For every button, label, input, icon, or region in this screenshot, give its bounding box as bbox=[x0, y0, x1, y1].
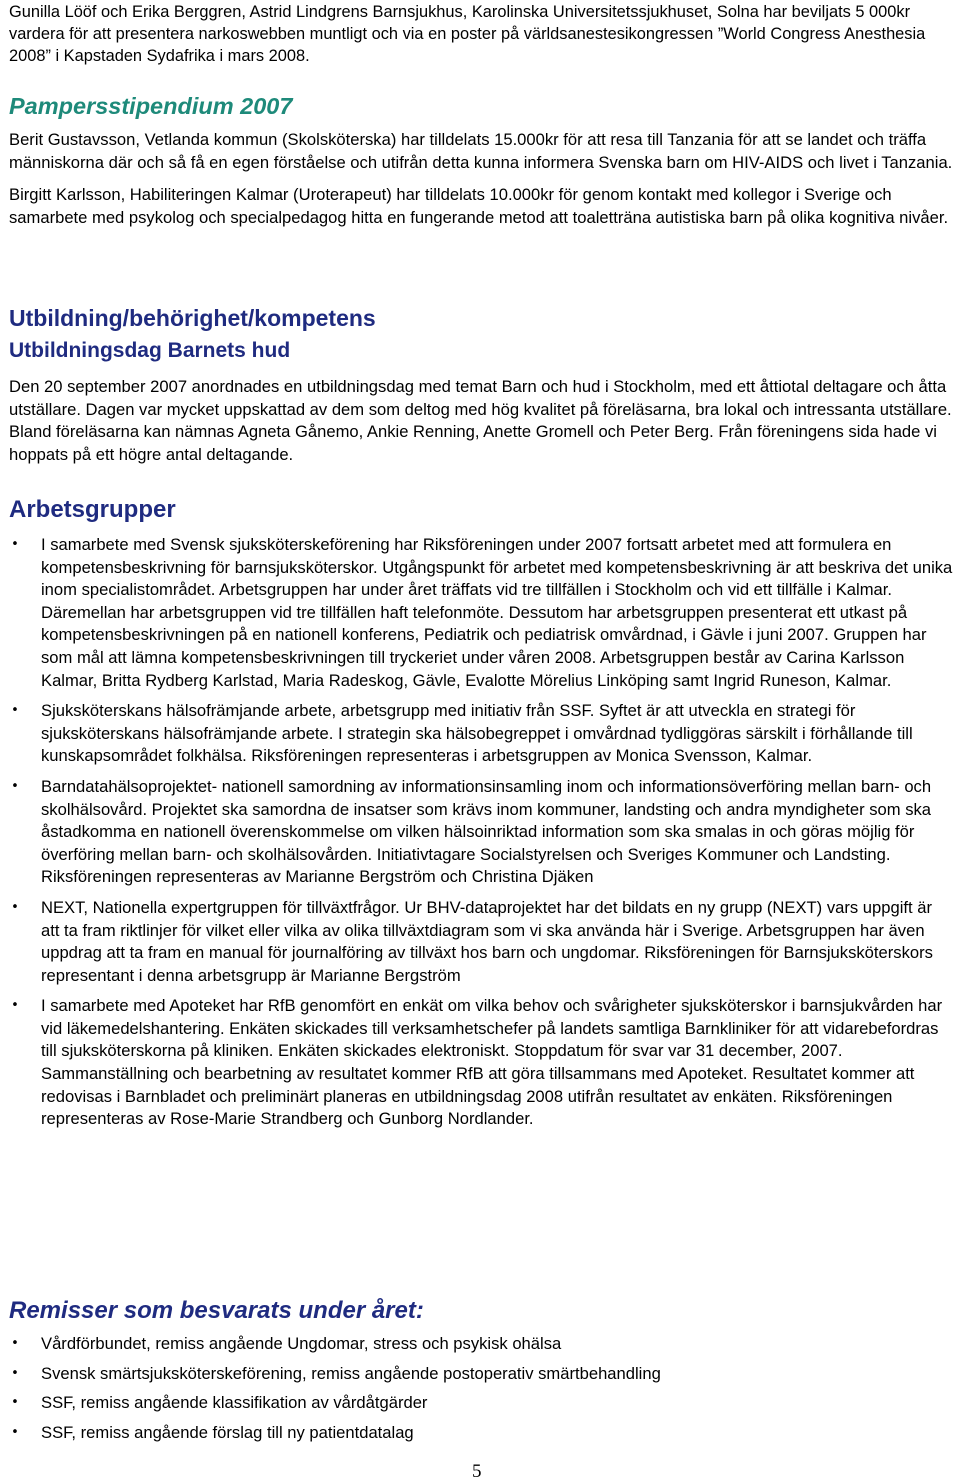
bullet-icon: • bbox=[11, 1424, 19, 1440]
utbildning-section bbox=[9, 303, 953, 466]
list-item-text: I samarbete med Svensk sjuksköterskeförening har Riksföreningen under 2007 fortsatt arbetet med att formulera en kompetensbeskrivning för barnsjuksköterskor. Utgångspunkt för arbetet med kompetensbeskrivning är att beskriva det unika inom specialistområdet. Arbetsgruppen har under året träffats vid tre tillfällen i Stockholm och vid ett tillfälle i Kalmar. Däremellan har arbetsgruppen vid tre tillfällen haft telefonmöte. Dessutom har arbetsgruppen presenterat ett utkast på kompetensbeskrivningen på en nationell konferens, Pediatrik och pediatrisk omvårdnad, i Gävle i juni 2007. Gruppen har som mål att lämna kompetensbeskrivningen till tryckeriet under våren 2008. Arbetsgruppen består av Carina Karlsson Kalmar, Britta Rydberg Karlstad, Maria Radeskog, Gävle, Evalotte Mörelius Linköping samt Ingrid Runeson, Kalmar. bbox=[41, 535, 953, 690]
list-item-text: Svensk smärtsjuksköterskeförening, remiss angående postoperativ smärtbehandling bbox=[41, 1363, 661, 1383]
remisser-section bbox=[9, 1296, 953, 1444]
list-item-text: NEXT, Nationella expertgruppen för tillväxtfrågor. Ur BHV-dataprojektet har det bildats en ny grupp (NEXT) vars uppgift är att ta fram riktlinjer för vilket eller vilka av olika tillväxtdiagram som vi ska använda här i Sverige. Arbetsgruppen har även uppdrag att ta fram en manual för journalföring av tillväxt hos barn och ungdomar. Riksföreningen för Barnsjuksköterskors representant i denna arbetsgrupp är Marianne Bergström bbox=[41, 897, 933, 985]
utbildning-paragraph: Den 20 september 2007 anordnades en utbildningsdag med temat Barn och hud i Stockholm, med ett åttiotal deltagare och åtta utställare. Dagen var mycket uppskattad av dem som deltog med hög kvalitet på föreläsarna, bra lokal och intressanta utställare. Bland föreläsarna kan nämnas Agneta Gånemo, Ankie Renning, Anette Gromell och Peter Berg. Från föreningens sida hade vi hoppats på ett högre antal deltagande. bbox=[9, 377, 952, 464]
list-item-text: Barndatahälsoprojektet- nationell samordning av informationsinsamling inom och informationsöverföring mellan barn- och skolhälsovård. Projektet ska samordna de insatser som krävs inom kommuner, landsting och andra myndigheter som ska åstadkomma en nationell överenskommelse om vilken hälsoinriktad information som ska smalas in och göras möjlig för överföring mellan barn- och skolhälsovården. Initiativtagare Socialstyrelsen och Sveriges Kommuner och Landsting. Riksföreningen representeras av Marianne Bergström och Christina Djäken bbox=[41, 776, 932, 887]
pampers-paragraph-1: Berit Gustavsson, Vetlanda kommun (Skolsköterska) har tilldelats 15.000kr för att resa till Tanzania för att se landet och träffa människorna där och så få en egen förståelse och utifrån detta kunna informera Svenska barn om HIV-AIDS och livet i Tanzania. bbox=[9, 130, 953, 172]
list-item-text: SSF, remiss angående klassifikation av vårdåtgärder bbox=[41, 1393, 428, 1413]
remisser-heading: Remisser som besvarats under året: bbox=[9, 1297, 424, 1324]
bullet-icon: • bbox=[11, 778, 19, 794]
pampers-heading: Pampersstipendium 2007 bbox=[9, 93, 293, 119]
page-number: 5 bbox=[472, 1461, 482, 1482]
list-item bbox=[9, 897, 953, 987]
bullet-icon: • bbox=[11, 998, 19, 1014]
remisser-list bbox=[9, 1333, 953, 1444]
pampers-paragraph-2: Birgitt Karlsson, Habiliteringen Kalmar (Uroterapeut) har tilldelats 10.000kr för genom kontakt med kollegor i Sverige och samarbete med psykolog och specialpedagog hitta en fungerande metod att toaletträna autistiska barn på olika kognitiva nivåer. bbox=[9, 185, 949, 227]
list-item-text: SSF, remiss angående förslag till ny patientdatalag bbox=[41, 1422, 414, 1442]
bullet-icon: • bbox=[11, 1395, 19, 1411]
intro-section bbox=[9, 1, 953, 68]
arbetsgrupper-list bbox=[9, 534, 953, 1131]
bullet-icon: • bbox=[11, 703, 19, 719]
bullet-icon: • bbox=[11, 1365, 19, 1381]
pampers-section bbox=[9, 91, 953, 229]
list-item bbox=[9, 534, 953, 692]
arbetsgrupper-heading: Arbetsgrupper bbox=[9, 496, 176, 523]
list-item bbox=[9, 1333, 953, 1356]
arbetsgrupper-section bbox=[9, 495, 953, 1131]
list-item-text: I samarbete med Apoteket har RfB genomfört en enkät om vilka behov och svårigheter sjuksköterskor i barnsjukvården har vid läkemedelshantering. Enkäten skickades till verksamhetschefer på landets samtliga Barnkliniker för att vidarebefordras till sjuksköterskorna på kliniken. Enkäten skickades elektroniskt. Stoppdatum för svar var 31 december, 2007. Sammanställning och bearbetning av resultatet kommer RfB att göra tillsammans med Apoteket. Resultatet kommer att redovisas i Barnbladet och preliminärt planeras en utbildningsdag 2008 utifrån resultatet av enkäten. Riksföreningen representeras av Rose-Marie Strandberg och Gunborg Nordlander. bbox=[41, 996, 943, 1129]
utbildning-subheading: Utbildningsdag Barnets hud bbox=[9, 339, 291, 362]
list-item bbox=[9, 995, 953, 1131]
list-item-text: Sjuksköterskans hälsofrämjande arbete, arbetsgrupp med initiativ från SSF. Syftet är att utveckla en strategi för sjuksköterskans hälsofrämjande arbete. I strategin ska hälsobegreppet i omvårdnad tydliggöras särskilt i förhållande till kunskapsområdet folkhälsa. Riksföreningen representeras i arbetsgruppen av Monica Svensson, Kalmar. bbox=[41, 701, 913, 766]
list-item-text: Vårdförbundet, remiss angående Ungdomar, stress och psykisk ohälsa bbox=[41, 1334, 562, 1353]
list-item bbox=[9, 700, 953, 768]
intro-paragraph: Gunilla Lööf och Erika Berggren, Astrid Lindgrens Barnsjukhus, Karolinska Universitetssjukhuset, Solna har beviljats 5 000kr vardera för att presentera narkoswebben muntligt och via en poster på världsanestesikongressen ”World Congress Anesthesia 2008” i Kapstaden Sydafrika i mars 2008. bbox=[9, 3, 926, 66]
utbildning-heading: Utbildning/behörighet/kompetens bbox=[9, 305, 376, 331]
bullet-icon: • bbox=[11, 1336, 19, 1351]
list-item bbox=[9, 1363, 953, 1386]
bullet-icon: • bbox=[11, 537, 19, 552]
list-item bbox=[9, 1392, 953, 1415]
list-item bbox=[9, 776, 953, 889]
bullet-icon: • bbox=[11, 899, 19, 915]
list-item bbox=[9, 1422, 953, 1445]
